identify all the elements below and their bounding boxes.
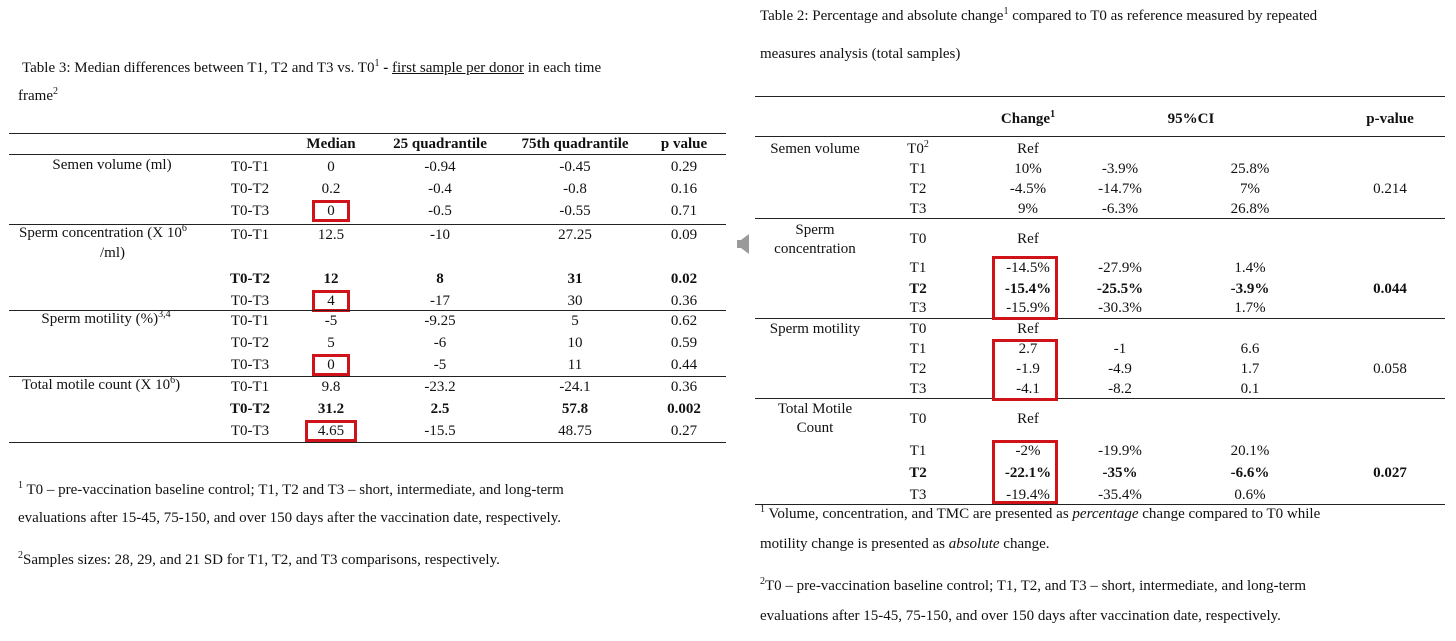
right-footnote-2-line2-text: evaluations after 15-45, 75-150, and over 150 days after vaccination date, respectively. bbox=[760, 608, 1281, 624]
right-row-time: T3 bbox=[909, 300, 927, 316]
left-row-q25: -15.5 bbox=[424, 423, 456, 439]
right-group-pvalue-2: 0.058 bbox=[1373, 361, 1407, 377]
left-row-median: 12.5 bbox=[317, 227, 345, 243]
right-row-time: T1 bbox=[909, 341, 927, 357]
right-row-change: 10% bbox=[1014, 161, 1042, 177]
right-group-label-1: Sperm bbox=[795, 222, 835, 238]
right-row-ci-low: -27.9% bbox=[1098, 260, 1142, 276]
right-group-rule-2 bbox=[755, 398, 1445, 399]
right-row-change: Ref bbox=[1017, 231, 1039, 247]
right-row-ci-high: -6.6% bbox=[1230, 465, 1270, 481]
right-row-ci-high: 1.4% bbox=[1234, 260, 1266, 276]
left-row-p: 0.59 bbox=[670, 335, 698, 351]
left-row-median: 5 bbox=[327, 335, 335, 351]
right-caption-line1 bbox=[760, 8, 1317, 25]
right-row-ci-high: 1.7% bbox=[1234, 300, 1266, 316]
left-caption-line2-sup: 2 bbox=[52, 86, 58, 97]
right-row-change: 2.7 bbox=[1018, 341, 1038, 357]
left-caption-line2 bbox=[18, 88, 58, 105]
right-header-p: p-value bbox=[1366, 111, 1414, 127]
right-header-change: Change$^1$ bbox=[1000, 109, 1056, 127]
right-caption-line2 bbox=[760, 46, 960, 63]
right-row-change: -4.5% bbox=[1009, 181, 1047, 197]
right-header-rule bbox=[755, 136, 1445, 137]
right-row-change: Ref bbox=[1017, 141, 1039, 157]
right-top-rule bbox=[755, 96, 1445, 97]
right-header-ci: 95%CI bbox=[1167, 111, 1215, 127]
left-caption-sup: 1 bbox=[374, 58, 380, 69]
right-group-label-3: Total Motile bbox=[777, 401, 853, 417]
right-footnote-2-line1 bbox=[760, 578, 1306, 595]
left-row-q25: -0.5 bbox=[428, 203, 452, 219]
right-footnote-1-c: motility change is presented as bbox=[760, 536, 949, 552]
right-row-ci-low: -14.7% bbox=[1098, 181, 1142, 197]
left-group-label-0: Semen volume (ml) bbox=[52, 157, 172, 173]
right-group-rule-0 bbox=[755, 218, 1445, 219]
left-caption-lead: Table 3: Median differences between T1, T2 and T3 vs. T0 bbox=[22, 60, 375, 76]
left-row-p: 0.62 bbox=[670, 313, 698, 329]
right-row-time: T0 bbox=[909, 231, 927, 247]
right-row-time: T1 bbox=[909, 443, 927, 459]
left-row-cmp: T0-T1 bbox=[230, 227, 270, 243]
left-row-q75: 10 bbox=[567, 335, 583, 351]
left-row-cmp: T0-T2 bbox=[229, 401, 271, 417]
right-row-change: -2% bbox=[1015, 443, 1041, 459]
left-row-median: 0 bbox=[327, 159, 335, 175]
left-header-0: Median bbox=[306, 136, 356, 152]
left-row-q75: -0.55 bbox=[559, 203, 591, 219]
right-group-label-2: Sperm motility bbox=[769, 321, 861, 337]
left-group-label-2: Sperm motility (%)$^{3,4}$ bbox=[41, 309, 171, 327]
right-row-ci-low: -6.3% bbox=[1101, 201, 1139, 217]
right-row-change: 9% bbox=[1018, 201, 1038, 217]
left-header-2: 75th quadrantile bbox=[521, 136, 629, 152]
right-highlight-box-tmc bbox=[992, 440, 1058, 504]
left-row-q25: 2.5 bbox=[430, 401, 450, 417]
right-group-label2-1: concentration bbox=[774, 241, 856, 257]
right-row-ci-high: 26.8% bbox=[1230, 201, 1270, 217]
speaker-icon bbox=[737, 232, 749, 256]
right-row-ci-high: 25.8% bbox=[1230, 161, 1270, 177]
right-row-ci-high: 20.1% bbox=[1230, 443, 1270, 459]
left-row-q75: 27.25 bbox=[558, 227, 592, 243]
left-row-q75: -0.45 bbox=[559, 159, 591, 175]
left-row-p: 0.27 bbox=[670, 423, 698, 439]
left-row-cmp: T0-T3 bbox=[230, 203, 270, 219]
right-row-time: T1 bbox=[909, 260, 927, 276]
left-row-median: 12 bbox=[323, 271, 339, 287]
left-row-median: -5 bbox=[324, 313, 338, 329]
left-highlight-box bbox=[312, 290, 350, 312]
left-row-p: 0.36 bbox=[670, 379, 698, 395]
left-row-median: 9.8 bbox=[321, 379, 341, 395]
left-footnote-1-line2-text: evaluations after 15-45, 75-150, and over 150 days after the vaccination date, respectively. bbox=[18, 510, 561, 526]
left-row-p: 0.02 bbox=[670, 271, 698, 287]
right-footnote-1-italic1: percentage bbox=[1072, 506, 1139, 522]
right-row-time: T3 bbox=[909, 201, 927, 217]
left-header-rule bbox=[9, 154, 726, 155]
right-group-pvalue-1: 0.044 bbox=[1373, 281, 1407, 297]
left-caption-line2-text: frame bbox=[18, 88, 53, 104]
left-row-q25: -5 bbox=[433, 357, 447, 373]
right-row-ci-low: -1 bbox=[1113, 341, 1127, 357]
left-row-q75: 11 bbox=[567, 357, 583, 373]
right-row-ci-low: -25.5% bbox=[1096, 281, 1144, 297]
left-header-3: p value bbox=[660, 136, 708, 152]
left-group-rule-1 bbox=[9, 310, 726, 311]
left-caption-tail: in each time bbox=[524, 60, 602, 76]
right-footnote-1-d: change. bbox=[999, 536, 1050, 552]
left-footnote-1-text: T0 – pre-vaccination baseline control; T1, T2 and T3 – short, intermediate, and long-term bbox=[23, 482, 564, 498]
right-highlight-box-motility bbox=[992, 339, 1058, 401]
right-row-change: -15.4% bbox=[1004, 281, 1052, 297]
left-row-q25: -6 bbox=[433, 335, 447, 351]
left-row-cmp: T0-T1 bbox=[230, 313, 270, 329]
right-footnote-1-b: change compared to T0 while bbox=[1138, 506, 1321, 522]
right-row-ci-high: 0.6% bbox=[1234, 487, 1266, 503]
right-row-time: T2 bbox=[909, 465, 927, 481]
left-row-cmp: T0-T3 bbox=[230, 293, 270, 309]
right-row-time: T2 bbox=[909, 281, 927, 297]
right-row-change: -22.1% bbox=[1004, 465, 1052, 481]
right-footnote-1-line2 bbox=[760, 536, 1050, 553]
left-row-q25: -0.94 bbox=[424, 159, 456, 175]
left-group-label2-1: /ml) bbox=[100, 245, 125, 261]
right-row-change: Ref bbox=[1017, 321, 1039, 337]
left-row-p: 0.71 bbox=[670, 203, 698, 219]
right-row-ci-high: -3.9% bbox=[1230, 281, 1270, 297]
left-footnote-2 bbox=[18, 552, 500, 569]
left-row-q75: 30 bbox=[567, 293, 583, 309]
left-row-p: 0.002 bbox=[667, 401, 701, 417]
right-row-change: -19.4% bbox=[1006, 487, 1050, 503]
right-group-rule-1 bbox=[755, 318, 1445, 319]
left-row-cmp: T0-T2 bbox=[229, 271, 271, 287]
right-group-pvalue-0: 0.214 bbox=[1373, 181, 1407, 197]
left-group-label-sup-2: 3,4 bbox=[158, 309, 171, 320]
right-row-ci-high: 1.7 bbox=[1240, 361, 1260, 377]
right-row-time: T2 bbox=[909, 361, 927, 377]
right-row-time: T1 bbox=[909, 161, 927, 177]
right-row-ci-low: -30.3% bbox=[1098, 300, 1142, 316]
left-row-cmp: T0-T1 bbox=[230, 379, 270, 395]
right-row-change: -4.1 bbox=[1016, 381, 1040, 397]
right-row-time: T3 bbox=[909, 381, 927, 397]
left-row-q25: -17 bbox=[430, 293, 450, 309]
left-row-q75: 48.75 bbox=[558, 423, 592, 439]
left-row-cmp: T0-T2 bbox=[230, 335, 270, 351]
right-row-ci-low: -3.9% bbox=[1101, 161, 1139, 177]
right-caption-tail: compared to T0 as reference measured by repeated bbox=[1008, 8, 1318, 24]
left-highlight-box bbox=[312, 354, 350, 376]
left-caption-line1 bbox=[22, 60, 601, 77]
left-row-q25: -9.25 bbox=[424, 313, 456, 329]
right-footnote-1-a: Volume, concentration, and TMC are presented as bbox=[765, 506, 1073, 522]
left-row-median: 4 bbox=[327, 293, 335, 309]
left-row-q75: -24.1 bbox=[559, 379, 591, 395]
left-row-median: 0 bbox=[327, 203, 335, 219]
left-row-q75: 5 bbox=[571, 313, 579, 329]
right-row-time-sup: 2 bbox=[923, 139, 929, 150]
left-footnote-2-text: Samples sizes: 28, 29, and 21 SD for T1, T2, and T3 comparisons, respectively. bbox=[23, 552, 500, 568]
left-row-p: 0.36 bbox=[670, 293, 698, 309]
left-footnote-2-sup: 2 bbox=[18, 550, 23, 561]
left-row-q75: 31 bbox=[567, 271, 583, 287]
left-row-cmp: T0-T3 bbox=[230, 423, 270, 439]
left-caption-underlined: first sample per donor bbox=[391, 60, 525, 76]
left-top-rule bbox=[9, 133, 726, 134]
left-row-cmp: T0-T3 bbox=[230, 357, 270, 373]
left-group-label-sup-3: 6 bbox=[170, 375, 176, 386]
left-footnote-1-sup: 1 bbox=[18, 480, 23, 491]
right-row-change: -14.5% bbox=[1006, 260, 1050, 276]
left-group-rule-0 bbox=[9, 224, 726, 225]
right-row-ci-low: -4.9 bbox=[1108, 361, 1132, 377]
left-row-p: 0.09 bbox=[670, 227, 698, 243]
left-group-label-sup-1: 6 bbox=[181, 223, 187, 234]
right-row-ci-low: -35% bbox=[1102, 465, 1138, 481]
left-row-p: 0.16 bbox=[670, 181, 698, 197]
left-row-median: 0.2 bbox=[321, 181, 341, 197]
right-bottom-rule bbox=[755, 504, 1445, 505]
right-row-time: T0 bbox=[909, 411, 927, 427]
left-row-q25: -0.4 bbox=[428, 181, 452, 197]
left-row-q25: -10 bbox=[430, 227, 450, 243]
left-row-median: 4.65 bbox=[317, 423, 345, 439]
right-row-time: T0 bbox=[909, 321, 927, 337]
right-row-ci-low: -35.4% bbox=[1098, 487, 1142, 503]
left-row-median: 31.2 bbox=[317, 401, 345, 417]
right-footnote-1-italic2: absolute bbox=[948, 536, 1000, 552]
right-row-time: T3 bbox=[909, 487, 927, 503]
right-row-time: $T0^2$ bbox=[907, 139, 929, 157]
right-caption-sup: 1 bbox=[1003, 6, 1009, 17]
right-footnote-1-line1 bbox=[760, 506, 1320, 523]
left-row-q75: -0.8 bbox=[563, 181, 587, 197]
right-row-time: T2 bbox=[909, 181, 927, 197]
left-row-cmp: T0-T2 bbox=[230, 181, 270, 197]
right-row-change: -1.9 bbox=[1016, 361, 1040, 377]
right-caption-line2-text: measures analysis (total samples) bbox=[760, 46, 961, 62]
right-footnote-1-sup: 1 bbox=[760, 504, 765, 515]
right-footnote-2-text: T0 – pre-vaccination baseline control; T1, T2, and T3 – short, intermediate, and long-term bbox=[765, 578, 1307, 594]
left-row-cmp: T0-T1 bbox=[230, 159, 270, 175]
left-footnote-1-line1 bbox=[18, 482, 564, 499]
right-footnote-2-line2 bbox=[760, 608, 1281, 625]
right-header-change-sup: 1 bbox=[1050, 109, 1056, 120]
right-group-label2-3: Count bbox=[796, 420, 834, 436]
right-row-ci-low: -19.9% bbox=[1098, 443, 1142, 459]
left-row-p: 0.29 bbox=[670, 159, 698, 175]
right-row-ci-high: 0.1 bbox=[1240, 381, 1260, 397]
right-caption-lead: Table 2: Percentage and absolute change bbox=[760, 8, 1004, 24]
right-row-change: Ref bbox=[1017, 411, 1039, 427]
left-row-q75: 57.8 bbox=[561, 401, 589, 417]
left-group-label-1: Sperm concentration (X $10^6$ bbox=[19, 223, 187, 241]
right-row-ci-low: -8.2 bbox=[1108, 381, 1132, 397]
right-group-pvalue-3: 0.027 bbox=[1373, 465, 1407, 481]
left-highlight-box bbox=[305, 420, 357, 442]
right-footnote-2-sup: 2 bbox=[760, 576, 765, 587]
right-highlight-box-concentration bbox=[992, 256, 1058, 320]
left-row-median: 0 bbox=[327, 357, 335, 373]
right-row-ci-high: 7% bbox=[1240, 181, 1260, 197]
right-group-label-0: Semen volume bbox=[770, 141, 860, 157]
left-caption-dash: - bbox=[379, 60, 392, 76]
left-highlight-box bbox=[312, 200, 350, 222]
right-row-change: -15.9% bbox=[1006, 300, 1050, 316]
left-row-q25: -23.2 bbox=[424, 379, 456, 395]
left-group-label-3: Total motile count (X $10^6$) bbox=[22, 375, 181, 393]
left-footnote-1-line2 bbox=[18, 510, 561, 527]
right-row-ci-high: 6.6 bbox=[1240, 341, 1260, 357]
left-group-rule-2 bbox=[9, 376, 726, 377]
left-bottom-rule bbox=[9, 442, 726, 443]
left-row-p: 0.44 bbox=[670, 357, 698, 373]
left-row-q25: 8 bbox=[436, 271, 444, 287]
left-header-1: 25 quadrantile bbox=[393, 136, 487, 152]
